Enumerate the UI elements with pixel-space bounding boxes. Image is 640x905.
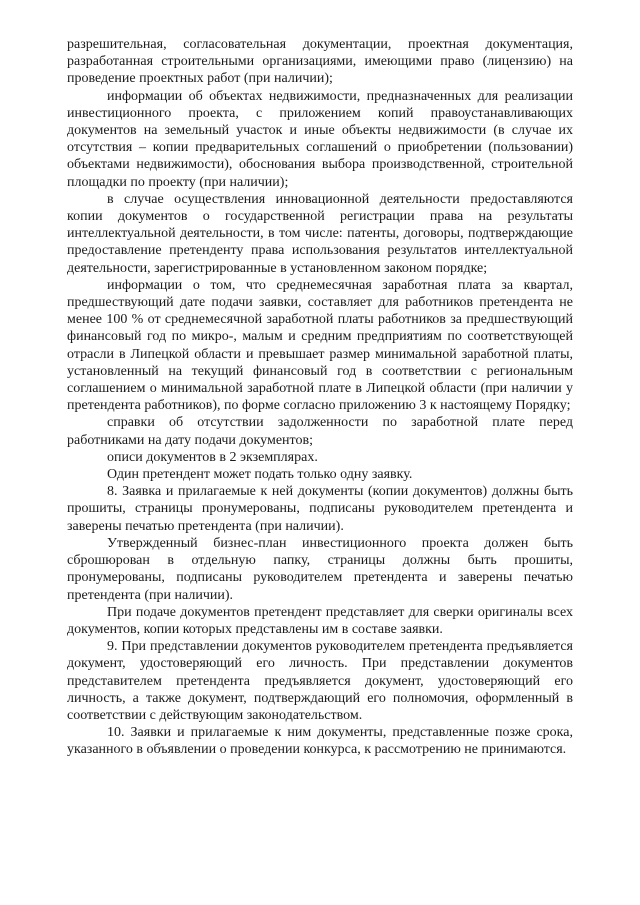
paragraph-salary-info: информации о том, что среднемесячная заработная плата за квартал, предшествующий дате подачи заявки, составляет для работников претендента не менее 100 % от среднемесячной заработной платы работников за предшествующий финансовый год по микро-, малым и средним предприятиям по соответствующей отрасли в Липецкой области и превышает размер минимальной заработной платы, установленный на текущий финансовый год в соответствии с региональным соглашением о минимальной заработной плате в Липецкой области (при наличии у претендента работников), по форме согласно приложению 3 к настоящему Порядку; [67,277,573,414]
paragraph-innovation-documents: в случае осуществления инновационной деятельности предоставляются копии документов о государственной регистрации права на результаты интеллектуальной деятельности, в том числе: патенты, договоры, подтверждающие предоставление претенденту права использования результатов интеллектуальной деятельности, зарегистрированные в установленном законом порядке; [67,191,573,276]
paragraph-document-inventory: описи документов в 2 экземплярах. [107,449,318,465]
paragraph-one-application: Один претендент может подать только одну заявку. [107,467,413,483]
paragraph-item-8: 8. Заявка и прилагаемые к ней документы (копии документов) должны быть прошиты, страницы пронумерованы, подписаны руководителем претендента и заверены печатью претендента (при наличии). [67,484,573,534]
paragraph-business-plan: Утвержденный бизнес-план инвестиционного проекта должен быть сброшюрован в отдельную папку, страницы должны быть прошиты, пронумерованы, подписаны руководителем претендента и заверены печатью претендента (при наличии). [67,535,573,603]
paragraph-permits-continuation: разрешительная, согласовательная документации, проектная документация, разработанная строительными организациями, имеющими право (лицензию) на проведение проектных работ (при наличии); [67,37,573,87]
paragraph-item-10: 10. Заявки и прилагаемые к ним документы, представленные позже срока, указанного в объявлении о проведении конкурса, к рассмотрению не принимаются. [67,725,573,758]
document-page [67,36,573,759]
paragraph-no-debt-certificate: справки об отсутствии задолженности по заработной плате перед работниками на дату подачи документов; [67,415,573,448]
paragraph-item-9: 9. При представлении документов руководителем претендента предъявляется документ, удостоверяющий его личность. При представлении документов представителем претендента предъявляется документ, удостоверяющий его личность, а также документ, подтверждающий его полномочия, оформленный в соответствии с действующим законодательством. [67,639,573,723]
paragraph-originals: При подаче документов претендент представляет для сверки оригиналы всех документов, копии которых представлены им в составе заявки. [67,604,573,637]
paragraph-real-estate-info: информации об объектах недвижимости, предназначенных для реализации инвестиционного проекта, с приложением копий правоустанавливающих документов на земельный участок и иные объекты недвижимости (в случае их отсутствия – копии предварительных соглашений о приобретении (пользовании) объектами недвижимости), обоснования выбора производственной, строительной площадки по проекту (при наличии); [67,88,573,190]
